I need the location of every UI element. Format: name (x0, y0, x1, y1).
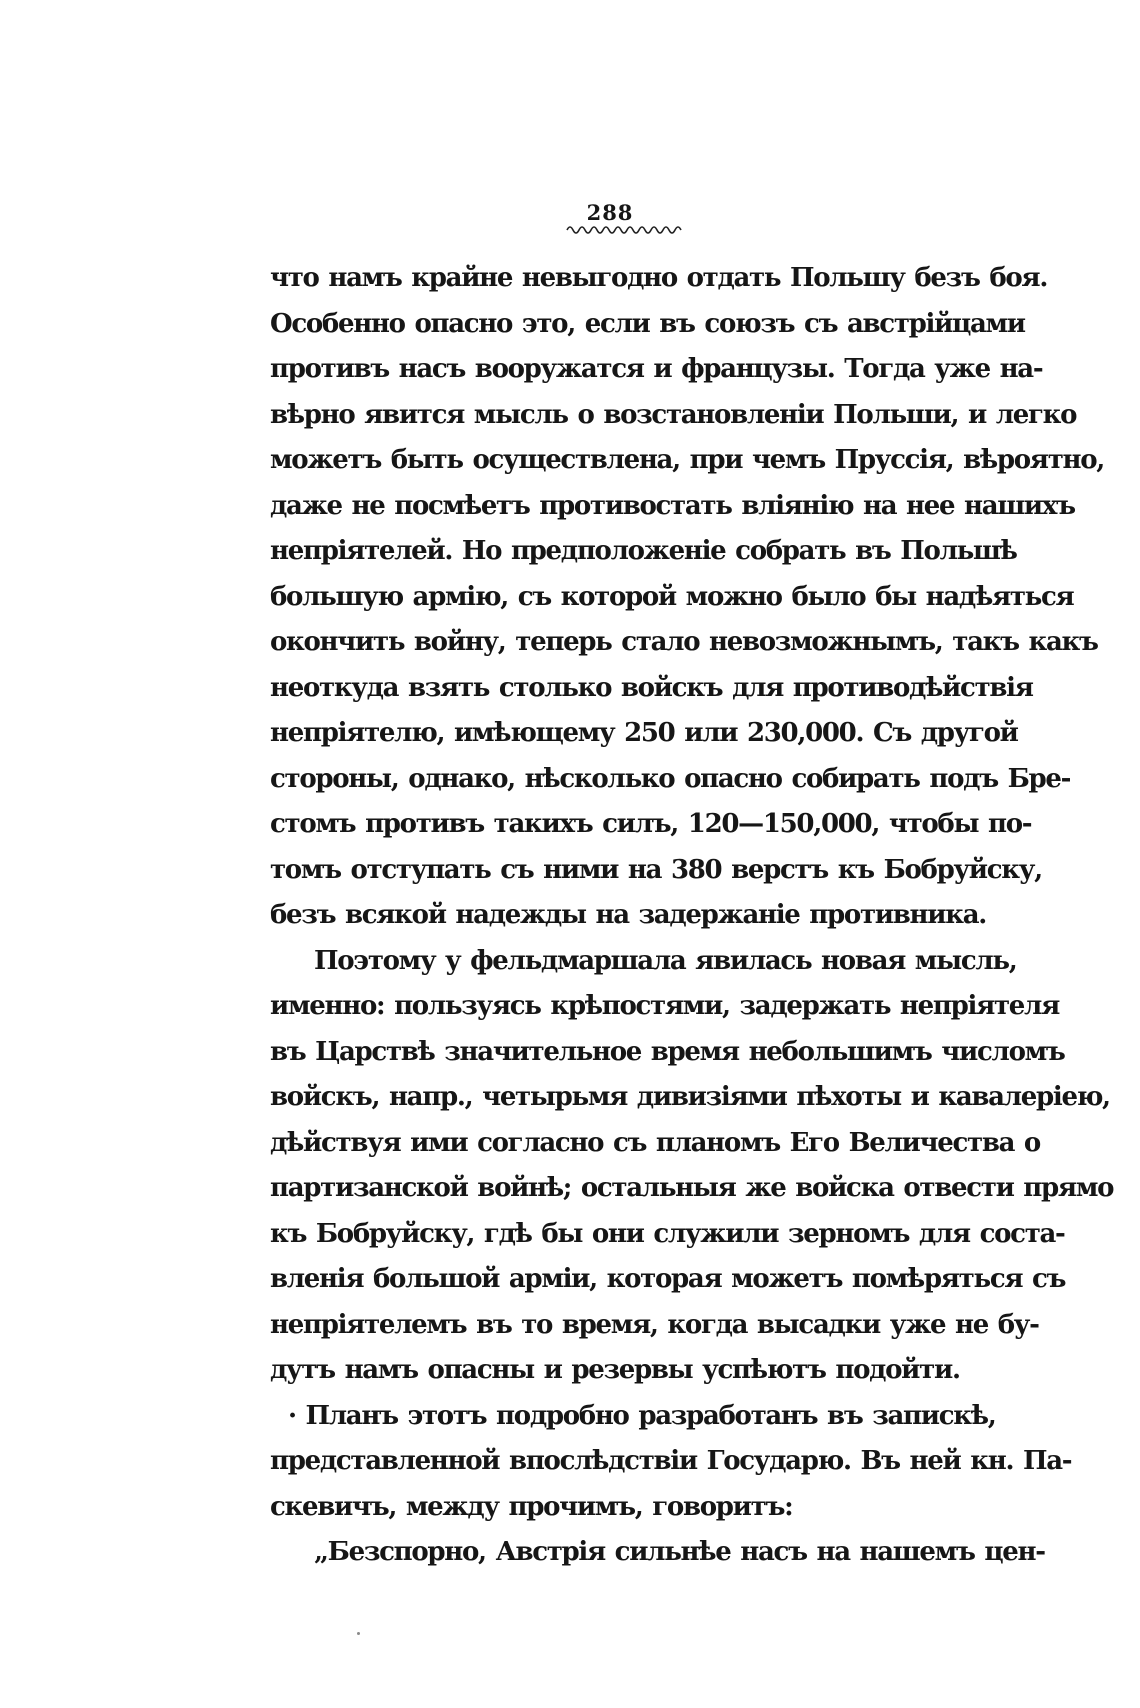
text-line: неоткуда взять столько войскъ для противодѣйствiя (270, 672, 1033, 703)
text-line: что намъ крайне невыгодно отдать Польшу безъ боя. (270, 263, 1048, 293)
text-line: непрiятелю, имѣющему 250 или 230,000. Съ другой (270, 718, 1018, 748)
paper-speck (357, 1632, 360, 1635)
text-line: можетъ быть осуществлена, при чемъ Пруссiя, вѣроятно, (270, 445, 1105, 475)
text-line: къ Бобруйску, гдѣ бы они служили зерномъ для соста- (270, 1218, 1065, 1249)
paragraph-2 (270, 939, 1114, 1394)
text-line: въ Царствѣ значительное время небольшимъ числомъ (270, 1036, 1065, 1067)
wavy-ornament (566, 222, 684, 234)
page-number: 288 (586, 200, 634, 225)
text-line: вѣрно явится мысль о возстановленiи Польши, и легко (270, 399, 1077, 430)
text-line: скевичъ, между прочимъ, говоритъ: (270, 1491, 793, 1522)
text-line: партизанской войнѣ; остальныя же войска отвести прямо (270, 1173, 1114, 1203)
text-line: стомъ противъ такихъ силъ, 120—150,000, чтобы по- (270, 809, 1032, 839)
text-line: Поэтому у фельдмаршала явилась новая мысль, (314, 945, 1017, 976)
paragraph-1 (270, 256, 1105, 939)
text-line: стороны, однако, нѣсколько опасно собирать подъ Бре- (270, 763, 1071, 794)
text-line: непрiятелей. Но предположенiе собрать въ Польшѣ (270, 536, 1017, 566)
text-line: непрiятелемъ въ то время, когда высадки уже не бу- (270, 1309, 1039, 1340)
text-line: противъ насъ вооружатся и французы. Тогда уже на- (270, 354, 1043, 384)
text-line: дутъ намъ опасны и резервы успѣютъ подойти. (270, 1355, 960, 1385)
text-line: · Планъ этотъ подробно разработанъ въ запискѣ, (288, 1400, 996, 1431)
paragraph-4 (270, 1530, 1045, 1576)
text-line: окончить войну, теперь стало невозможнымъ, такъ какъ (270, 627, 1098, 657)
text-line: войскъ, напр., четырьмя дивизiями пѣхоты и кавалерiею, (270, 1082, 1110, 1112)
paragraph-3 (270, 1394, 1072, 1531)
text-line: представленной впослѣдствiи Государю. Въ ней кн. Па- (270, 1446, 1072, 1476)
body-text (270, 256, 1114, 1576)
text-line: большую армiю, съ которой можно было бы надѣяться (270, 581, 1074, 612)
text-line: вленiя большой армiи, которая можетъ помѣряться съ (270, 1264, 1066, 1294)
text-line: именно: пользуясь крѣпостями, задержать непрiятеля (270, 991, 1059, 1021)
text-line: Особенно опасно это, если въ союзъ съ австрiйцами (270, 308, 1025, 339)
text-line: „Безспорно, Австрiя сильнѣе насъ на нашемъ цен- (314, 1537, 1045, 1567)
text-line: томъ отступать съ ними на 380 верстъ къ Бобруйску, (270, 854, 1042, 885)
text-line: дѣйствуя ими согласно съ планомъ Его Величества о (270, 1127, 1040, 1158)
text-line: даже не посмѣетъ противостать влiянiю на нее нашихъ (270, 490, 1075, 521)
text-line: безъ всякой надежды на задержанiе противника. (270, 900, 986, 930)
